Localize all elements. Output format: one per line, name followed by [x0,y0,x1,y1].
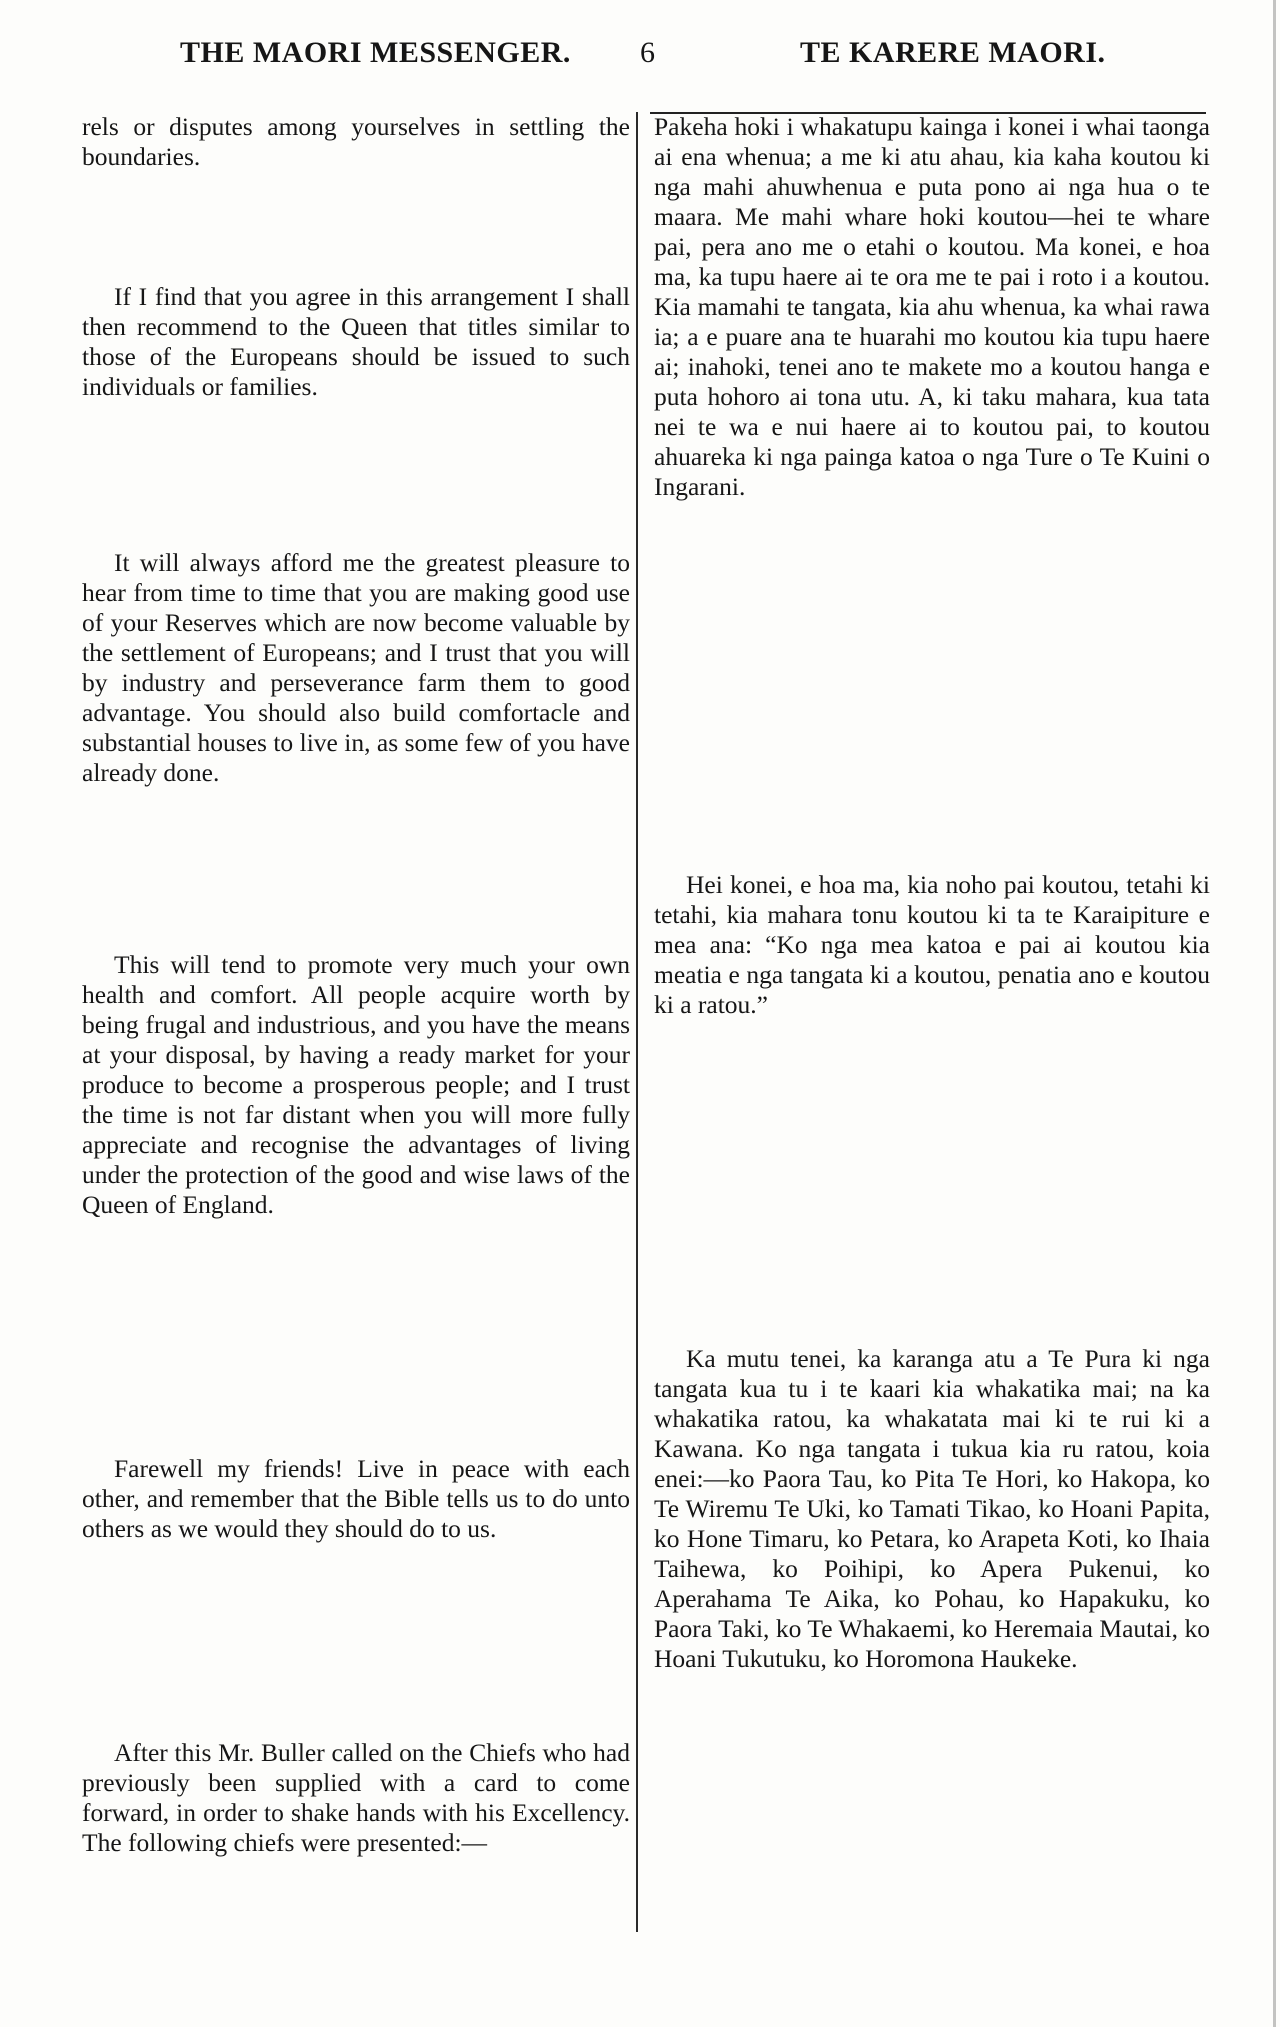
left-paragraph-3: It will always afford me the greatest pleasure to hear from time to time that you are making good use of your Reserves which are now become valuable by the settlement of Europeans; and I trust that you will by industry and perseverance farm them to good advantage. You should also build comfortacle and substantial houses to live in, as some few of you have already done. [82,548,630,787]
left-paragraph-1: rels or disputes among yourselves in settling the boundaries. [82,112,630,171]
left-paragraph-5: Farewell my friends! Live in peace with each other, and remember that the Bible tells us to do unto others as we would they should do to us. [82,1454,630,1543]
header-maori-title: TE KARERE MAORI. [800,36,1106,69]
right-paragraph-2: Hei konei, e hoa ma, kia noho pai koutou, tetahi ki tetahi, kia mahara tonu koutou ki ta te Karaipiture e mea ana: “Ko nga mea katoa e pai ai koutou kia meatia e nga tangata ki a koutou, penatia ano e koutou ki a ratou.” [654,870,1210,1019]
left-paragraph-2: If I find that you agree in this arrangement I shall then recommend to the Queen that titles similar to those of the Europeans should be issued to such individuals or families. [82,282,630,401]
left-paragraph-4: This will tend to promote very much your own health and comfort. All people acquire worth by being frugal and industrious, and you have the means at your disposal, by having a ready market for your produce to become a prosperous people; and I trust the time is not far distant when you will more fully appreciate and recognise the advantages of living under the protection of the good and wise laws of the Queen of England. [82,950,630,1219]
header-english-title: THE MAORI MESSENGER. [180,36,571,69]
right-paragraph-3: Ka mutu tenei, ka karanga atu a Te Pura ki nga tangata kua tu i te kaari kia whakatika mai; na ka whakatika ratou, ka whakatata mai ki te rui ki a Kawana. Ko nga tangata i tukua kia ru ratou, koia enei:—ko Paora Tau, ko Pita Te Hori, ko Hakopa, ko Te Wiremu Te Uki, ko Tamati Tikao, ko Hoani Papita, ko Hone Timaru, ko Petara, ko Arapeta Koti, ko Ihaia Taihewa, ko Poihipi, ko Apera Pukenui, ko Aperahama Te Aika, ko Pohau, ko Hapakuku, ko Paora Taki, ko Te Whakaemi, ko Heremaia Mautai, ko Hoani Tukutuku, ko Horomona Haukeke. [654,1344,1210,1673]
page-header [0,36,1280,86]
right-paragraph-1: Pakeha hoki i whakatupu kainga i konei i whai taonga ai ena whenua; a me ki atu ahau, kia kaha koutou ki nga mahi ahuwhenua e puta pono ai nga hua o te maara. Me mahi whare hoki koutou—hei te whare pai, pera ano me o etahi o koutou. Ma konei, e hoa ma, ka tupu haere ai te ora me te pai i roto i a koutou. Kia mamahi te tangata, kia ahu whenua, ka whai rawa ia; a e puare ana te huarahi mo koutou kia tupu haere ai; inahoki, tenei ano te makete mo a koutou hanga e puta hohoro ai tona utu. A, ki taku mahara, kua tata nei te wa e nui haere ai to koutou pai, to koutou ahuareka ki nga painga katoa o nga Ture o Te Kuini o Ingarani. [654,112,1210,501]
left-paragraph-6: After this Mr. Buller called on the Chiefs who had previously been supplied with a card to come forward, in order to shake hands with his Excellency. The following chiefs were presented:— [82,1738,630,1857]
scan-edge-shadow [1273,0,1276,2027]
page-number: 6 [640,36,656,69]
column-divider [636,112,638,1932]
